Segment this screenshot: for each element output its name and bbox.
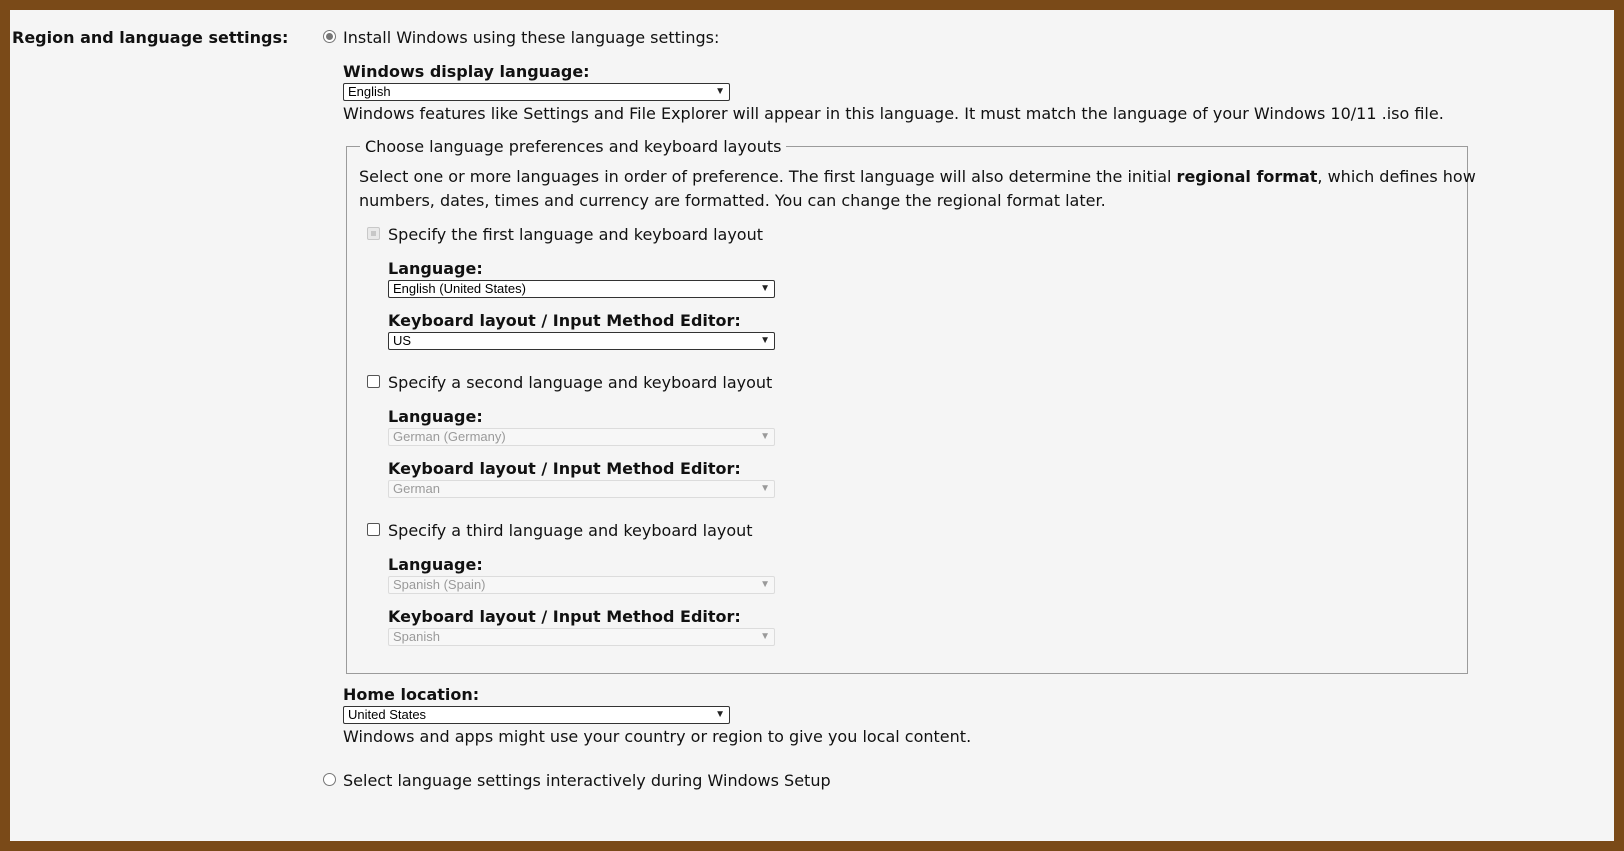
third-language-checkbox-label[interactable]: Specify a third language and keyboard layout (388, 521, 753, 540)
first-keyboard-label: Keyboard layout / Input Method Editor: (388, 311, 741, 330)
home-location-label: Home location: (343, 685, 480, 704)
third-language-checkbox[interactable] (367, 523, 380, 536)
preferences-intro-line2: numbers, dates, times and currency are formatted. You can change the regional format later. (359, 191, 1106, 210)
first-language-checkbox-label[interactable]: Specify the first language and keyboard layout (388, 225, 763, 244)
display-language-select[interactable] (343, 83, 730, 101)
chevron-down-icon: ▼ (715, 86, 725, 97)
first-language-value: English (United States) (393, 281, 526, 296)
first-language-select[interactable] (388, 280, 775, 298)
second-language-select[interactable] (388, 428, 775, 446)
display-language-value: English (348, 84, 391, 99)
interactive-settings-radio[interactable] (323, 773, 336, 786)
third-keyboard-label: Keyboard layout / Input Method Editor: (388, 607, 741, 626)
second-keyboard-select[interactable] (388, 480, 775, 498)
chevron-down-icon: ▼ (760, 335, 770, 346)
second-keyboard-value: German (393, 481, 440, 496)
second-language-checkbox-label[interactable]: Specify a second language and keyboard layout (388, 373, 773, 392)
display-language-description: Windows features like Settings and File Explorer will appear in this language. It must match the language of your Windows 10/11 .iso file. (343, 104, 1444, 123)
chevron-down-icon: ▼ (760, 631, 770, 642)
first-language-label: Language: (388, 259, 483, 278)
first-language-checkbox[interactable] (367, 227, 380, 240)
third-keyboard-value: Spanish (393, 629, 440, 644)
install-settings-label[interactable]: Install Windows using these language settings: (343, 28, 720, 47)
home-location-description: Windows and apps might use your country or region to give you local content. (343, 727, 972, 746)
chevron-down-icon: ▼ (760, 431, 770, 442)
chevron-down-icon: ▼ (760, 579, 770, 590)
section-label: Region and language settings: (12, 28, 289, 47)
third-language-value: Spanish (Spain) (393, 577, 486, 592)
third-language-label: Language: (388, 555, 483, 574)
home-location-select[interactable] (343, 706, 730, 724)
chevron-down-icon: ▼ (760, 283, 770, 294)
second-language-label: Language: (388, 407, 483, 426)
interactive-settings-label[interactable]: Select language settings interactively during Windows Setup (343, 771, 831, 790)
display-language-label: Windows display language: (343, 62, 590, 81)
settings-panel (10, 10, 1614, 841)
second-language-value: German (Germany) (393, 429, 506, 444)
second-keyboard-label: Keyboard layout / Input Method Editor: (388, 459, 741, 478)
chevron-down-icon: ▼ (715, 709, 725, 720)
third-language-select[interactable] (388, 576, 775, 594)
home-location-value: United States (348, 707, 427, 722)
third-keyboard-select[interactable] (388, 628, 775, 646)
chevron-down-icon: ▼ (760, 483, 770, 494)
install-settings-radio[interactable] (323, 30, 336, 43)
first-keyboard-select[interactable] (388, 332, 775, 350)
language-preferences-legend: Choose language preferences and keyboard layouts (360, 137, 786, 156)
second-language-checkbox[interactable] (367, 375, 380, 388)
first-keyboard-value: US (393, 333, 412, 348)
preferences-intro-line1: Select one or more languages in order of preference. The first language will also determine the initial regional format, which defines how (359, 167, 1476, 186)
